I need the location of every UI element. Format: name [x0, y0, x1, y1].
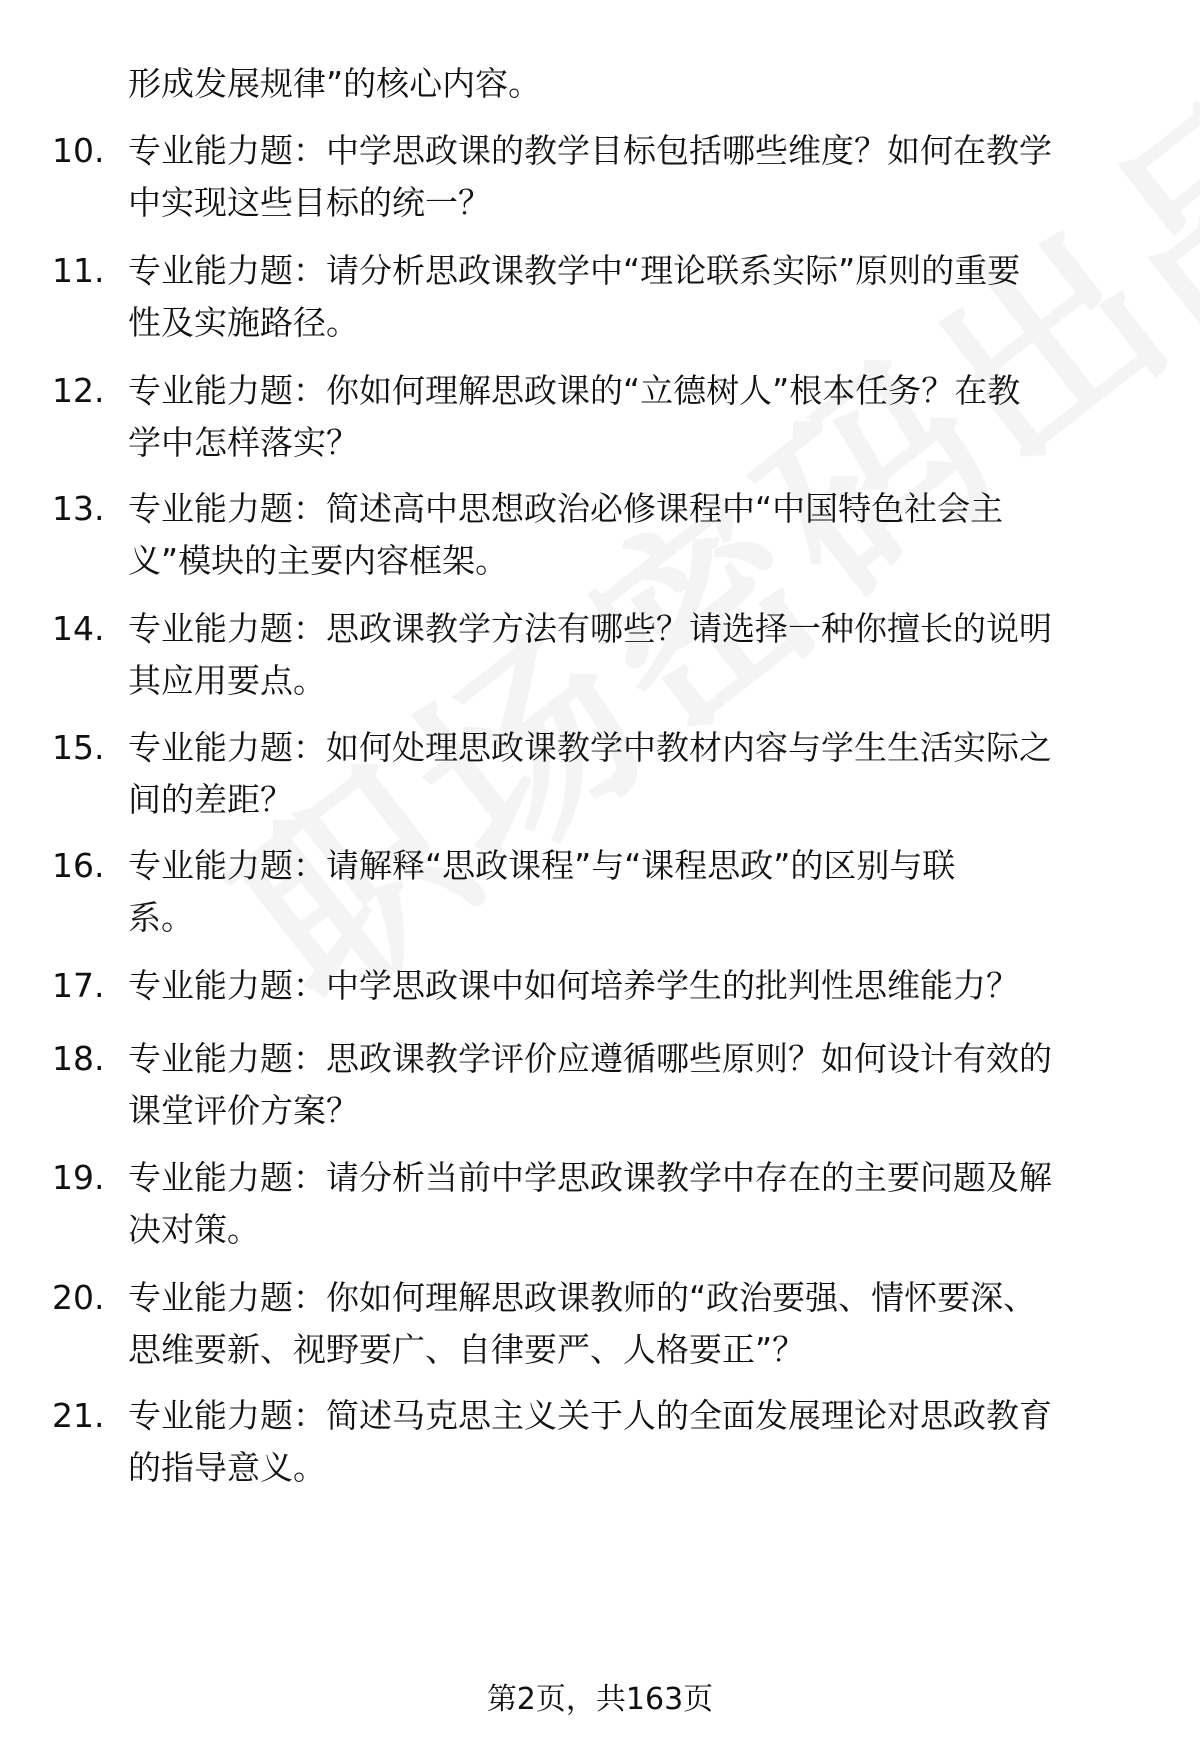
- question-number: 10.: [52, 131, 105, 170]
- question-text: [128, 840, 1138, 944]
- question-line: 间的差距？: [128, 780, 293, 819]
- question-line: 专业能力题：如何处理思政课教学中教材内容与学生生活实际之: [128, 728, 1052, 767]
- question-line: 课堂评价方案？: [128, 1091, 359, 1130]
- question-number: 15.: [52, 728, 105, 767]
- question-line: 专业能力题：简述高中思想政治必修课程中“中国特色社会主: [128, 489, 1004, 528]
- question-line: 思维要新、视野要广、自律要严、人格要正”？: [128, 1330, 806, 1369]
- question-line: 义”模块的主要内容框架。: [128, 541, 509, 580]
- question-text: [128, 483, 1138, 587]
- question-text: [128, 603, 1138, 707]
- question-line: 专业能力题：简述马克思主义关于人的全面发展理论对思政教育: [128, 1396, 1052, 1435]
- question-number: 18.: [52, 1039, 105, 1078]
- question-number: 19.: [52, 1158, 105, 1197]
- question-text: [128, 1272, 1138, 1376]
- question-number: 21.: [52, 1396, 105, 1435]
- question-number: 16.: [52, 846, 105, 885]
- question-text: [128, 960, 1138, 1012]
- question-line: 专业能力题：中学思政课中如何培养学生的批判性思维能力？: [128, 966, 1019, 1005]
- question-line: 专业能力题：思政课教学评价应遵循哪些原则？如何设计有效的: [128, 1039, 1052, 1078]
- question-line: 专业能力题：你如何理解思政课教师的“政治要强、情怀要深、: [128, 1278, 1037, 1317]
- question-line: 专业能力题：中学思政课的教学目标包括哪些维度？如何在教学: [128, 131, 1052, 170]
- question-line: 其应用要点。: [128, 661, 326, 700]
- question-text: [128, 1390, 1138, 1494]
- question-line: 学中怎样落实？: [128, 423, 359, 462]
- question-number: 17.: [52, 966, 105, 1005]
- question-text: [128, 245, 1138, 349]
- question-text: [128, 722, 1138, 826]
- question-line: 专业能力题：请分析当前中学思政课教学中存在的主要问题及解: [128, 1158, 1052, 1197]
- question-text: [128, 1033, 1138, 1137]
- question-number: 11.: [52, 251, 105, 290]
- question-line: 专业能力题：思政课教学方法有哪些？请选择一种你擅长的说明: [128, 609, 1052, 648]
- question-line: 的指导意义。: [128, 1448, 326, 1487]
- question-text: [128, 125, 1138, 229]
- question-text: [128, 1152, 1138, 1256]
- continuation-text: 形成发展规律”的核心内容。: [128, 64, 542, 103]
- question-line: 性及实施路径。: [128, 303, 359, 342]
- question-number: 12.: [52, 371, 105, 410]
- question-line: 决对策。: [128, 1210, 260, 1249]
- question-number: 13.: [52, 489, 105, 528]
- question-number: 20.: [52, 1278, 105, 1317]
- question-line: 专业能力题：请分析思政课教学中“理论联系实际”原则的重要: [128, 251, 1021, 290]
- question-text: [128, 365, 1138, 469]
- question-line: 专业能力题：请解释“思政课程”与“课程思政”的区别与联: [128, 846, 956, 885]
- question-line: 中实现这些目标的统一？: [128, 183, 491, 222]
- question-number: 14.: [52, 609, 105, 648]
- question-line: 专业能力题：你如何理解思政课的“立德树人”根本任务？在教: [128, 371, 1021, 410]
- page-footer: 第2页，共163页: [486, 1682, 714, 1717]
- question-line: 系。: [128, 898, 194, 937]
